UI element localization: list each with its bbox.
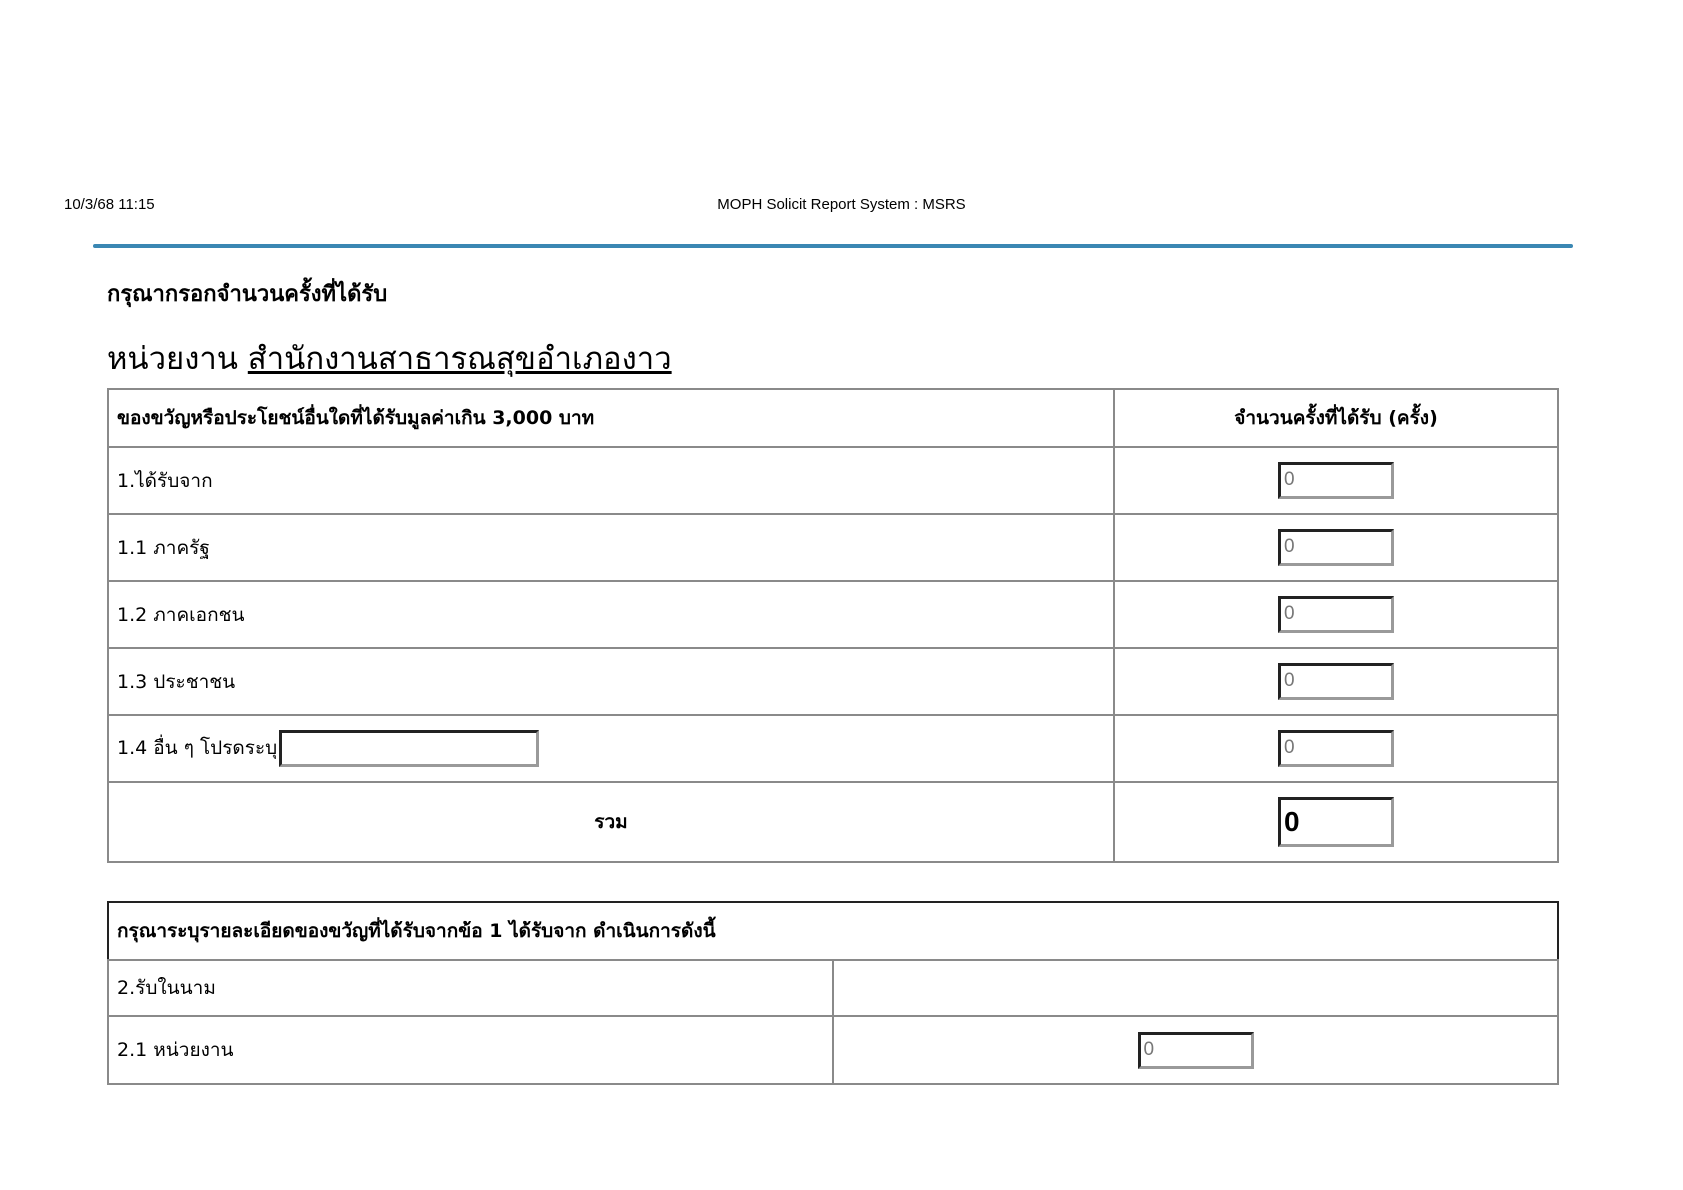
table-row [108, 514, 1558, 581]
instruction-text: กรุณากรอกจำนวนครั้งที่ได้รับ [107, 282, 388, 307]
unit-prefix: หน่วยงาน [107, 341, 248, 377]
total-count-input[interactable]: 0 [1278, 797, 1394, 847]
unit-name: สำนักงานสาธารณสุขอำเภองาว [247, 341, 672, 377]
row-label: 1.4 อื่น ๆ โปรดระบุ [117, 737, 278, 759]
table-row [108, 648, 1558, 715]
print-title: MOPH Solicit Report System : MSRS [717, 196, 966, 213]
print-date: 10/3/68 11:15 [64, 196, 155, 213]
table-row [108, 960, 1558, 1016]
row-label: 1.1 ภาครัฐ [108, 514, 1114, 581]
agency-count-input[interactable]: 0 [1138, 1032, 1254, 1069]
row-label: 1.2 ภาคเอกชน [108, 581, 1114, 648]
table-row [108, 581, 1558, 648]
unit-line [107, 333, 672, 383]
table-row [108, 1016, 1558, 1084]
row-label: 1.3 ประชาชน [108, 648, 1114, 715]
other-specify-input[interactable] [279, 730, 539, 767]
col-count-header: จำนวนครั้งที่ได้รับ (ครั้ง) [1114, 389, 1558, 447]
col-item-header: ของขวัญหรือประโยชน์อื่นใดที่ได้รับมูลค่าเกิน 3,000 บาท [108, 389, 1114, 447]
detail-header: กรุณาระบุรายละเอียดของขวัญที่ได้รับจากข้อ 1 ได้รับจาก ดำเนินการดังนี้ [108, 902, 1558, 960]
row-label: 1.ได้รับจาก [108, 447, 1114, 514]
total-row [108, 782, 1558, 862]
print-header [64, 196, 1619, 216]
gift-detail-table [107, 901, 1559, 1085]
total-label: รวม [108, 782, 1114, 862]
public-count-input[interactable]: 0 [1278, 663, 1394, 700]
header-divider [93, 244, 1573, 248]
government-count-input[interactable]: 0 [1278, 529, 1394, 566]
table-row [108, 715, 1558, 782]
private-sector-count-input[interactable]: 0 [1278, 596, 1394, 633]
received-from-count-input[interactable]: 0 [1278, 462, 1394, 499]
empty-cell [833, 960, 1558, 1016]
other-count-input[interactable]: 0 [1278, 730, 1394, 767]
row-label: 2.รับในนาม [108, 960, 833, 1016]
gift-count-table [107, 388, 1559, 863]
table-row [108, 447, 1558, 514]
row-label: 2.1 หน่วยงาน [108, 1016, 833, 1084]
